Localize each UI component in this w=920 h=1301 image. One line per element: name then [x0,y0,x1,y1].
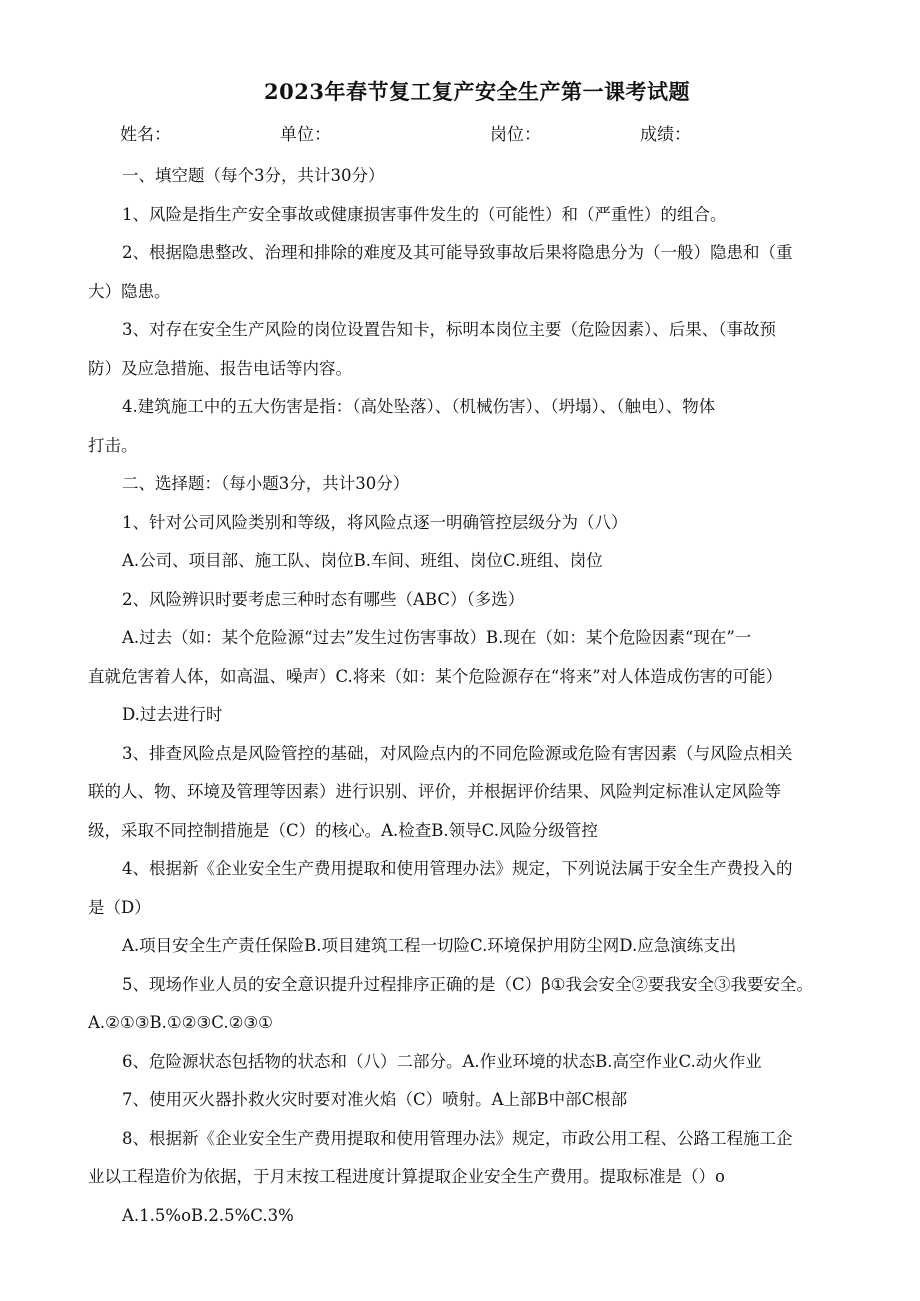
question-line: 是（D） [88,897,151,917]
options-line: 直就危害着人体，如高温、噪声）C.将来（如：某个危险源存在“将来”对人体造成伤害的可能） [88,666,783,686]
question-line: 4.建筑施工中的五大伤害是指：（高处坠落）、（机械伤害）、（坍塌）、（触电）、物体 [122,397,716,416]
question-line: 3、对存在安全生产风险的岗位设置告知卡，标明本岗位主要（危险因素）、后果、（事故预 [122,320,776,339]
question-line: 2、根据隐患整改、治理和排除的难度及其可能导致事故后果将隐患分为（一般）隐患和（重 [122,243,793,262]
position-label: 岗位： [490,125,541,145]
section-heading: 一、填空题（每个3分，共计30分） [122,166,385,185]
question-line: 联的人、物、环境及管理等因素）进行识别、评价，并根据评价结果、风险判定标准认定风险等 [88,782,781,801]
section-heading: 二、选择题：（每小题3分，共计30分） [122,474,410,493]
page-title: 2023年春节复工复产安全生产第一课考试题 [264,79,690,104]
question-line: 7、使用灭火器扑救火灾时要对准火焰（C）喷射。A上部B中部C根部 [122,1090,628,1109]
options-line: A.②①③B.①②③C.②③① [88,1013,273,1032]
options-line: A.过去（如：某个危险源“过去”发生过伤害事故）B.现在（如：某个危险因素“现在”一 [122,628,752,647]
name-label: 姓名： [120,125,171,145]
question-line: 6、危险源状态包括物的状态和（八）二部分。A.作业环境的状态B.高空作业C.动火作业 [122,1051,762,1071]
question-line: 8、根据新《企业安全生产费用提取和使用管理办法》规定，市政公用工程、公路工程施工企 [122,1128,793,1148]
options-line: A.公司、项目部、施工队、岗位B.车间、班组、岗位C.班组、岗位 [122,551,603,570]
question-line: 5、现场作业人员的安全意识提升过程排序正确的是（C）β①我会安全②要我安全③我要安全。 [122,974,813,994]
question-line: 4、根据新《企业安全生产费用提取和使用管理办法》规定，下列说法属于安全生产费投入的 [122,859,793,878]
question-line: 3、排查风险点是风险管控的基础，对风险点内的不同危险源或危险有害因素（与风险点相关 [122,743,793,763]
options-line: D.过去进行时 [122,705,223,724]
score-label: 成绩： [640,125,691,145]
question-line: 业以工程造价为依据，于月末按工程进度计算提取企业安全生产费用。提取标准是（）o [88,1167,725,1186]
question-line: 级，采取不同控制措施是（C）的核心。A.检查B.领导C.风险分级管控 [88,820,598,840]
exam-body [88,157,866,1235]
question-line: 1、针对公司风险类别和等级，将风险点逐一明确管控层级分为（八） [122,512,628,532]
question-line: 2、风险辨识时要考虑三种时态有哪些（ABC）（多选） [122,589,525,609]
question-line: 防）及应急措施、报告电话等内容。 [88,358,352,378]
options-line: A.1.5%oB.2.5%C.3% [122,1205,294,1225]
unit-label: 单位： [280,125,331,145]
options-line: A.项目安全生产责任保险B.项目建筑工程一切险C.环境保护用防尘网D.应急演练支出 [122,936,737,955]
examinee-info-row [88,120,866,145]
question-line: 1、风险是指生产安全事故或健康损害事件发生的（可能性）和（严重性）的组合。 [122,204,727,224]
question-line: 大）隐患。 [88,281,171,301]
question-line: 打击。 [88,435,138,455]
